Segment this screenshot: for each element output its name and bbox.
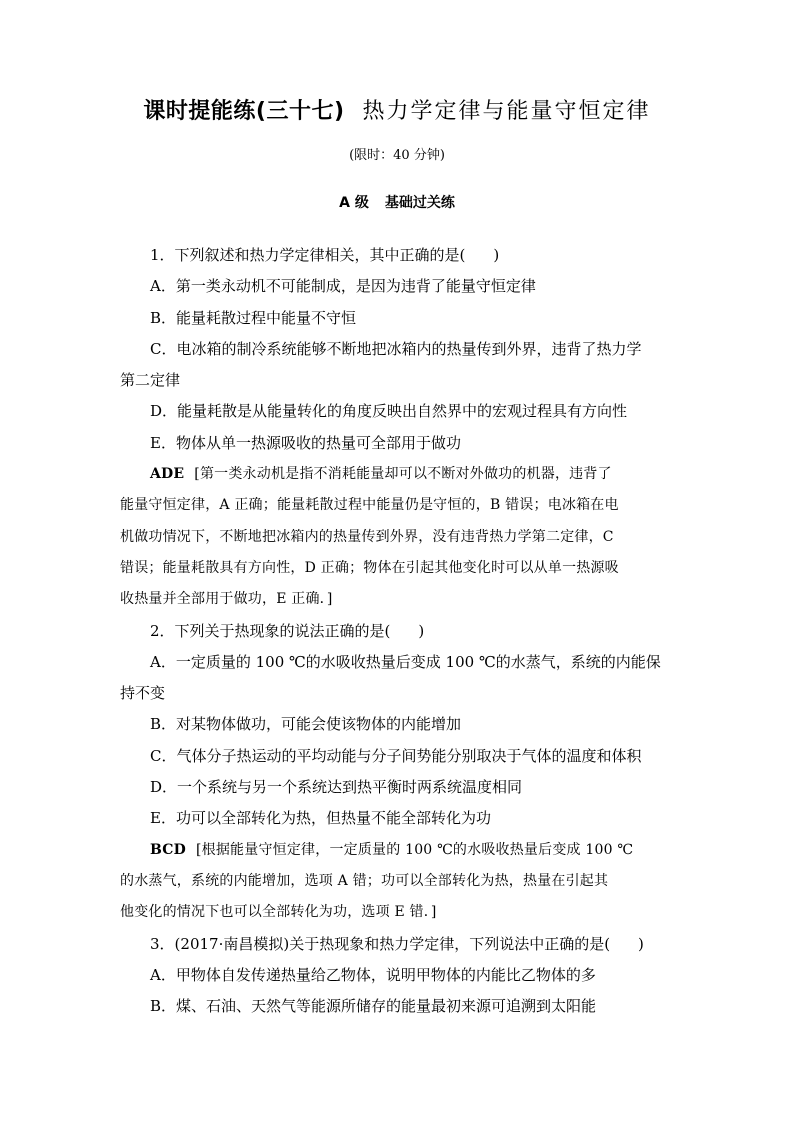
level-letter: A 级 [339,195,369,211]
question-1-option-c: C．电冰箱的制冷系统能够不断地把冰箱内的热量传到外界，违背了热力学 [150,339,642,358]
level-name: 基础过关练 [384,195,455,211]
question-1-answer [120,459,676,490]
question-1-explanation-line: 能量守恒定律，A 正确；能量耗散过程中能量仍是守恒的，B 错误；电冰箱在电 [120,497,619,514]
question-1-explanation-line: 错误；能量耗散具有方向性，D 正确；物体在引起其他变化时可以从单一热源吸 [120,559,619,576]
question-2-stem: 2．下列关于热现象的说法正确的是( ) [150,621,425,640]
question-2-option-d: D．一个系统与另一个系统达到热平衡时两系统温度相同 [150,778,523,797]
question-2-option-b: B．对某物体做功，可能会使该物体的内能增加 [150,715,462,734]
question-3-option-b: B．煤、石油、天然气等能源所储存的能量最初来源可追溯到太阳能 [150,997,597,1016]
answer-key: BCD [150,841,186,858]
answer-key: ADE [150,466,185,483]
question-1-option-c-cont: 第二定律 [120,371,181,390]
section-heading [0,193,794,213]
question-2-option-e: E．功可以全部转化为热，但热量不能全部转化为功 [150,809,491,828]
question-1-option-d: D．能量耗散是从能量转化的角度反映出自然界中的宏观过程具有方向性 [150,402,628,421]
question-2-answer [120,835,676,866]
question-1-explanation-line: 收热量并全部用于做功，E 正确．] [120,591,333,608]
question-3-stem: 3．(2017·南昌模拟)关于热现象和热力学定律，下列说法中正确的是( ) [150,934,644,953]
question-2-option-a: A．一定质量的 100 ℃的水吸收热量后变成 100 ℃的水蒸气，系统的内能保 [150,652,661,671]
question-1-option-a: A．第一类永动机不可能制成，是因为违背了能量守恒定律 [150,277,536,296]
page-title [0,96,794,128]
question-2-option-a-cont: 持不变 [120,684,166,703]
question-2-explanation-line: 的水蒸气，系统的内能增加，选项 A 错；功可以全部转化为热，热量在引起其 [120,872,609,889]
question-1-option-e: E．物体从单一热源吸收的热量可全部用于做功 [150,433,461,452]
time-limit: (限时：40 分钟) [349,148,445,163]
question-2-explanation-line: 他变化的情况下也可以全部转化为功，选项 E 错．] [120,904,437,921]
question-2-option-c: C．气体分子热运动的平均动能与分子间势能分别取决于气体的温度和体积 [150,746,642,765]
question-1-option-b: B．能量耗散过程中能量不守恒 [150,308,357,327]
title-subtitle: 热力学定律与能量守恒定律 [362,99,651,124]
title-main: 课时提能练(三十七) [143,99,345,124]
question-3-option-a: A．甲物体自发传递热量给乙物体，说明甲物体的内能比乙物体的多 [150,965,596,984]
question-1-stem: 1．下列叙述和热力学定律相关，其中正确的是( ) [150,246,500,264]
question-content [120,240,676,1022]
answer-explanation: [第一类永动机是指不消耗能量却可以不断对外做功的机器，违背了 [194,466,612,483]
answer-explanation: [根据能量守恒定律，一定质量的 100 ℃的水吸收热量后变成 100 ℃ [195,841,634,858]
question-1-explanation-line: 机做功情况下，不断地把冰箱内的热量传到外界，没有违背热力学第二定律，C [120,528,614,545]
